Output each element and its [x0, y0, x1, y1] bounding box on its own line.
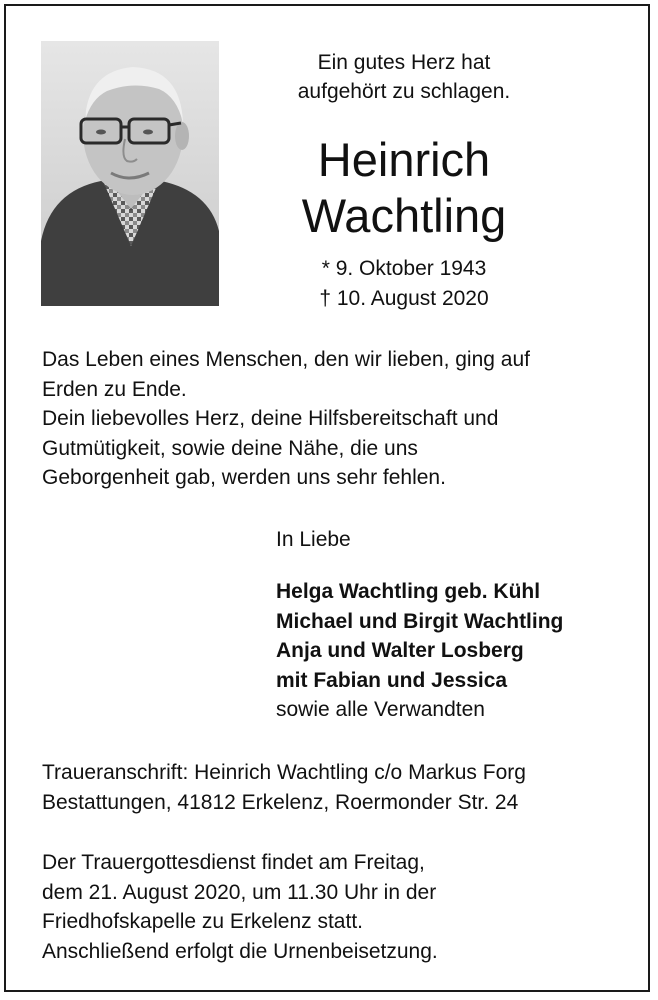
- service-line: Der Trauergottesdienst findet am Freitag,: [42, 851, 425, 874]
- mourning-address: [42, 758, 526, 817]
- deceased-name: [262, 132, 546, 244]
- mourner-name: Anja und Walter Losberg: [276, 639, 524, 662]
- first-name: Heinrich: [317, 133, 491, 186]
- eulogy-text: [42, 345, 530, 493]
- eulogy-line: Gutmütigkeit, sowie deine Nähe, die uns: [42, 436, 418, 460]
- life-dates: [262, 254, 546, 314]
- eulogy-line: Das Leben eines Menschen, den wir lieben, ging auf: [42, 348, 530, 371]
- service-line: dem 21. August 2020, um 11.30 Uhr in der: [42, 880, 437, 904]
- mourner-name: mit Fabian und Jessica: [276, 668, 508, 692]
- last-name: Wachtling: [301, 189, 507, 242]
- motto: [262, 48, 546, 106]
- motto-line: Ein gutes Herz hat: [317, 51, 491, 74]
- service-line: Friedhofskapelle zu Erkelenz statt.: [42, 910, 363, 933]
- portrait-photo: [41, 41, 219, 306]
- mourner-name: Helga Wachtling geb. Kühl: [276, 580, 541, 603]
- eulogy-line: Erden zu Ende.: [42, 377, 187, 401]
- other-relatives: sowie alle Verwandten: [276, 698, 485, 721]
- address-line: Bestattungen, 41812 Erkelenz, Roermonder Str. 24: [42, 790, 519, 814]
- death-date: † 10. August 2020: [319, 287, 489, 310]
- mourner-name: Michael und Birgit Wachtling: [276, 609, 564, 633]
- signoff: In Liebe: [276, 528, 351, 551]
- funeral-service-info: [42, 848, 438, 966]
- mourners-list: [276, 577, 563, 725]
- address-line: Traueranschrift: Heinrich Wachtling c/o Markus Forg: [42, 761, 526, 784]
- birth-date: * 9. Oktober 1943: [321, 257, 487, 280]
- motto-line: aufgehört zu schlagen.: [297, 80, 511, 103]
- eulogy-line: Geborgenheit gab, werden uns sehr fehlen.: [42, 466, 446, 489]
- service-line: Anschließend erfolgt die Urnenbeisetzung.: [42, 939, 438, 963]
- eulogy-line: Dein liebevolles Herz, deine Hilfsbereitschaft und: [42, 407, 499, 430]
